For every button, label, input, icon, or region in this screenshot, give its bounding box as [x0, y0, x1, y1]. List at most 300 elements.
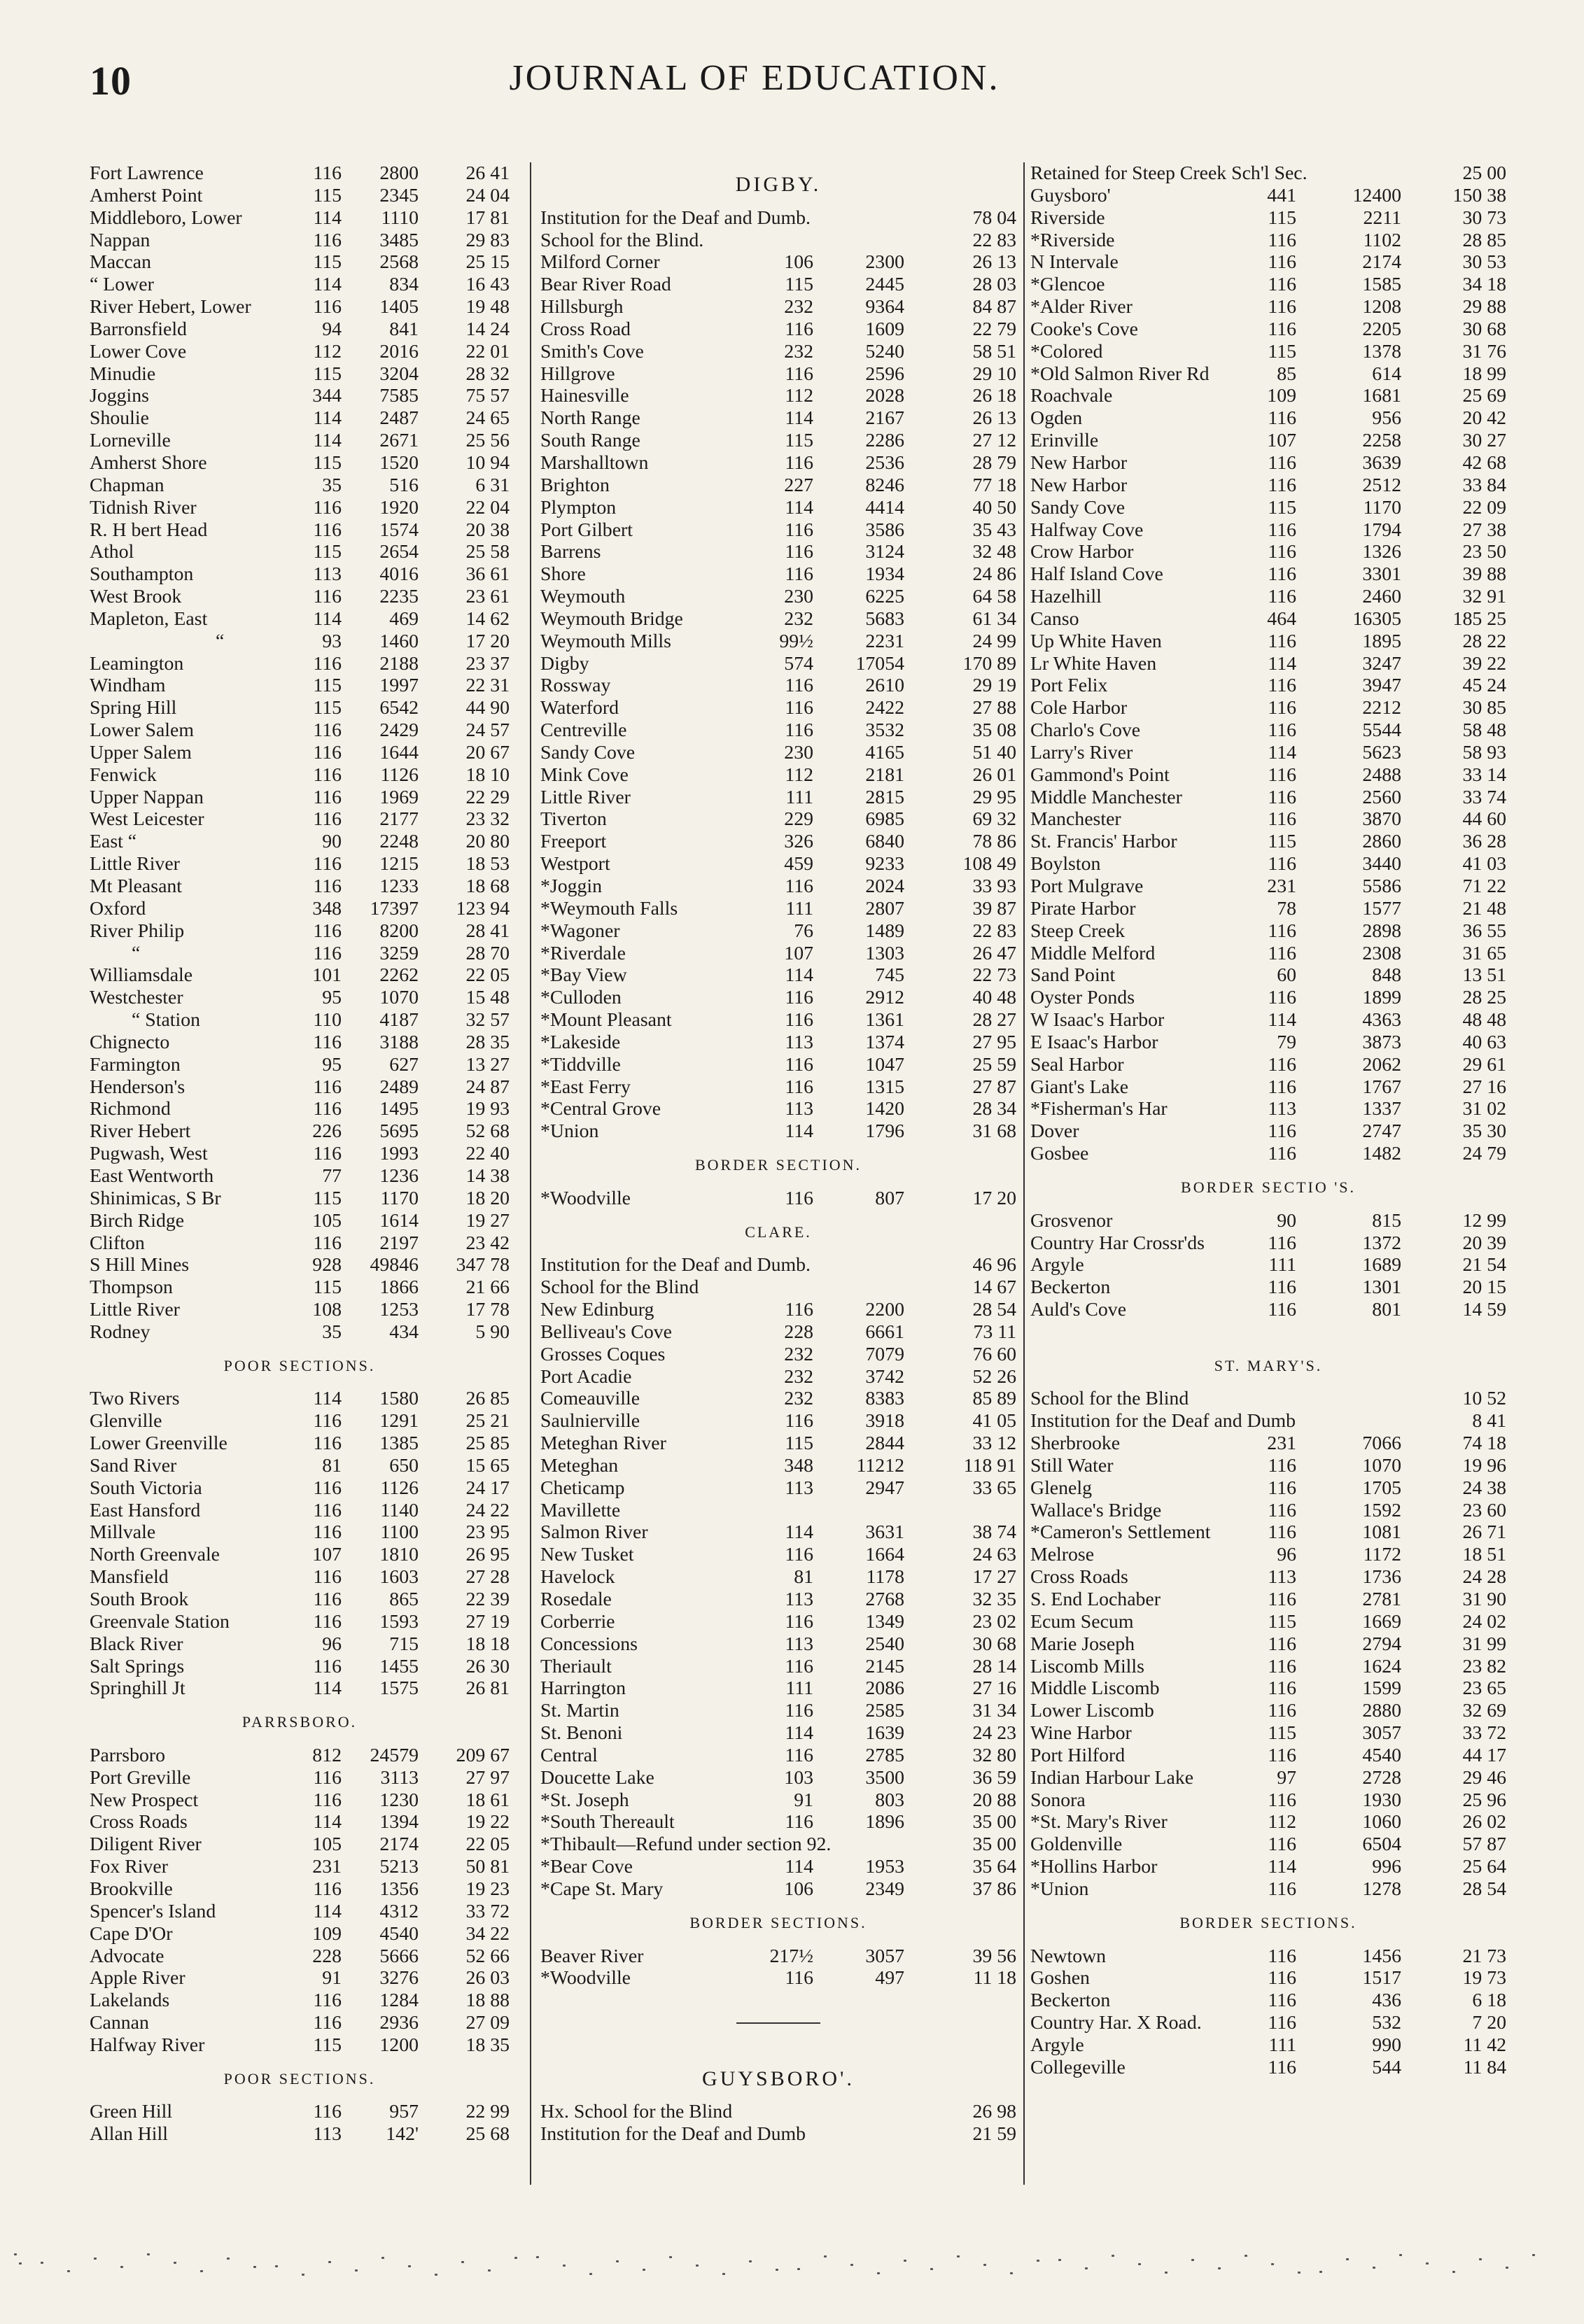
school-section-name: Salmon River — [540, 1521, 648, 1544]
pupils-value: 116 — [1268, 763, 1296, 786]
school-section-name: Collegeville — [1030, 2056, 1126, 2078]
pupils-value: 116 — [313, 1410, 342, 1432]
table-row — [1030, 675, 1506, 697]
days-attendance-value: 3124 — [865, 541, 904, 563]
table-row — [540, 1344, 1016, 1366]
pupils-value: 116 — [1268, 942, 1296, 964]
grant-amount-value: 58 93 — [1462, 741, 1506, 763]
table-row — [1030, 1210, 1506, 1232]
table-row — [1030, 497, 1506, 519]
pupils-value: 114 — [1268, 1856, 1296, 1878]
days-attendance-value: 3057 — [1362, 1722, 1401, 1745]
pupils-value: 116 — [313, 2101, 342, 2123]
pupils-value: 113 — [785, 1031, 813, 1053]
table-row — [540, 1611, 1016, 1633]
grant-amount-value: 74 18 — [1462, 1432, 1506, 1455]
grant-amount-value: 33 14 — [1462, 763, 1506, 786]
grant-amount-value: 18 10 — [465, 763, 510, 786]
grant-amount-value: 21 59 — [972, 2123, 1016, 2146]
days-attendance-value: 2174 — [379, 1833, 419, 1856]
days-attendance-value: 1253 — [379, 1299, 419, 1321]
pupils-value: 116 — [313, 875, 342, 897]
table-row — [1030, 1477, 1506, 1500]
days-attendance-value: 4540 — [379, 1922, 419, 1945]
days-attendance-value: 1495 — [379, 1098, 419, 1120]
grant-amount-value: 23 60 — [1462, 1499, 1506, 1521]
table-row — [1030, 2012, 1506, 2034]
table-row — [90, 1544, 510, 1566]
pupils-value: 116 — [1268, 1521, 1296, 1544]
days-attendance-value: 2936 — [379, 2012, 419, 2034]
table-row — [1030, 230, 1506, 252]
section-heading: GUYSBORO'. — [702, 2066, 855, 2090]
pupils-value: 116 — [785, 697, 813, 719]
school-section-name: Leamington — [90, 652, 184, 675]
table-row — [90, 1276, 510, 1299]
pupils-value: 464 — [1267, 607, 1296, 630]
pupils-value: 116 — [785, 719, 813, 742]
table-row — [1030, 1232, 1506, 1255]
days-attendance-value: 2349 — [865, 1878, 904, 1900]
days-attendance-value: 5623 — [1362, 741, 1401, 763]
table-row — [90, 831, 510, 853]
grant-amount-value: 23 82 — [1462, 1655, 1506, 1677]
school-section-name: Mt Pleasant — [90, 875, 183, 897]
table-row — [1030, 920, 1506, 943]
days-attendance-value: 3188 — [379, 1031, 419, 1053]
days-attendance-value: 1810 — [379, 1544, 419, 1566]
table-row — [90, 519, 510, 542]
table-row — [90, 1098, 510, 1120]
school-section-name: *Culloden — [540, 987, 622, 1009]
pupils-value: 116 — [785, 1744, 813, 1766]
table-row — [1030, 1833, 1506, 1856]
grant-amount-value: 44 17 — [1462, 1744, 1506, 1766]
pupils-value: 116 — [313, 1766, 342, 1789]
table-row — [1030, 1500, 1506, 1522]
table-row — [540, 251, 1016, 274]
days-attendance-value: 1200 — [379, 2034, 419, 2056]
grant-amount-value: 31 02 — [1462, 1098, 1506, 1120]
pupils-value: 231 — [1267, 1432, 1296, 1455]
pupils-value: 60 — [1277, 964, 1296, 987]
table-row — [1030, 1722, 1506, 1745]
pupils-value: 116 — [785, 362, 813, 385]
pupils-value: 116 — [1268, 1120, 1296, 1143]
grant-amount-value: 30 27 — [1462, 430, 1506, 452]
table-row — [540, 563, 1016, 586]
grant-amount-value: 27 16 — [1462, 1076, 1506, 1098]
pupils-value: 116 — [785, 451, 813, 474]
school-section-name: Mavillette — [540, 1499, 621, 1521]
pupils-value: 107 — [784, 942, 813, 964]
table-row — [1030, 1990, 1506, 2012]
grant-amount-value: 28 85 — [1462, 229, 1506, 251]
pupils-value: 111 — [785, 897, 813, 920]
table-row — [1030, 964, 1506, 987]
column-left — [90, 162, 510, 2146]
table-row — [1030, 787, 1506, 809]
pupils-value: 116 — [313, 1610, 342, 1633]
days-attendance-value: 2536 — [865, 451, 904, 474]
grant-amount-value: 23 50 — [1462, 541, 1506, 563]
grant-amount-value: 35 64 — [972, 1856, 1016, 1878]
school-section-name: Little River — [540, 786, 631, 808]
pupils-value: 112 — [785, 763, 813, 786]
school-section-name: Port Acadie — [540, 1365, 632, 1388]
grant-amount-value: 46 96 — [972, 1254, 1016, 1276]
school-section-name: Liscomb Mills — [1030, 1655, 1144, 1677]
days-attendance-value: 6840 — [865, 831, 904, 853]
days-attendance-value: 9233 — [865, 853, 904, 875]
grant-amount-value: 25 59 — [972, 1053, 1016, 1076]
days-attendance-value: 1356 — [379, 1878, 419, 1900]
school-section-name: St. Francis' Harbor — [1030, 831, 1177, 853]
grant-amount-value: 29 19 — [972, 675, 1016, 697]
school-section-name: Rosedale — [540, 1589, 612, 1610]
pupils-value: 115 — [313, 362, 342, 385]
table-row — [90, 341, 510, 363]
pupils-value: 116 — [785, 1299, 813, 1321]
table-row — [540, 1410, 1016, 1432]
grant-amount-value: 17 27 — [972, 1566, 1016, 1589]
table-row — [90, 2123, 510, 2146]
days-attendance-value: 2654 — [379, 541, 419, 563]
pupils-value: 115 — [313, 675, 342, 697]
table-row — [1030, 943, 1506, 965]
grant-amount-value: 27 97 — [465, 1766, 510, 1789]
table-row — [90, 407, 510, 430]
days-attendance-value: 2815 — [865, 786, 904, 808]
days-attendance-value: 1394 — [379, 1811, 419, 1833]
school-section-name: Port Hilford — [1030, 1744, 1126, 1766]
table-row — [540, 1455, 1016, 1477]
column-divider — [530, 162, 531, 2185]
table-row — [1030, 653, 1506, 675]
school-section-name: Port Gilbert — [540, 519, 633, 541]
days-attendance-value: 1624 — [1362, 1655, 1401, 1677]
pupils-value: 113 — [1268, 1098, 1296, 1120]
days-attendance-value: 1372 — [1362, 1232, 1401, 1254]
days-attendance-value: 2188 — [379, 652, 419, 675]
pupils-value: 115 — [1268, 1722, 1296, 1745]
school-section-name: *Woodville — [540, 1967, 631, 1990]
table-row — [90, 2101, 510, 2123]
school-section-name: Sand Point — [1030, 964, 1116, 987]
table-row — [540, 274, 1016, 296]
school-section-name: Rodney — [90, 1321, 150, 1343]
school-section-name: *Hollins Harbor — [1030, 1856, 1158, 1878]
section-heading: POOR SECTIONS. — [223, 1356, 376, 1374]
pupils-value: 116 — [785, 675, 813, 697]
grant-amount-value: 33 65 — [972, 1477, 1016, 1499]
pupils-value: 93 — [322, 630, 342, 652]
table-row — [540, 1388, 1016, 1410]
grant-amount-value: 26 01 — [972, 763, 1016, 786]
school-section-name: Beaver River — [540, 1945, 644, 1967]
pupils-value: 114 — [785, 1521, 813, 1544]
grant-amount-value: 28 54 — [972, 1299, 1016, 1321]
pupils-value: 116 — [1268, 519, 1296, 541]
section-heading: POOR SECTIONS. — [223, 2069, 376, 2087]
grant-amount-value: 35 30 — [1462, 1120, 1506, 1143]
grant-amount-value: 19 27 — [465, 1209, 510, 1232]
days-attendance-value: 1517 — [1362, 1967, 1401, 1990]
pupils-value: 116 — [1268, 697, 1296, 719]
speck — [1058, 2259, 1061, 2261]
table-row — [90, 1054, 510, 1076]
pupils-value: 116 — [785, 987, 813, 1009]
table-row — [540, 2101, 1016, 2123]
days-attendance-value: 3870 — [1362, 808, 1401, 831]
days-attendance-value: 1489 — [865, 920, 904, 942]
table-row — [540, 586, 1016, 608]
days-attendance-value: 544 — [1372, 2056, 1401, 2078]
days-attendance-value: 434 — [389, 1321, 419, 1343]
pupils-value: 114 — [785, 964, 813, 987]
grant-amount-value: 51 40 — [972, 741, 1016, 763]
table-row — [540, 1656, 1016, 1678]
grant-amount-value: 29 88 — [1462, 296, 1506, 318]
table-row — [90, 608, 510, 631]
grant-amount-value: 22 83 — [972, 229, 1016, 251]
grant-amount-value: 84 87 — [972, 296, 1016, 318]
pupils-value: 116 — [1268, 1677, 1296, 1700]
grant-amount-value: 18 68 — [465, 875, 510, 897]
school-section-name: *Riverside — [1030, 229, 1115, 251]
table-row — [540, 1254, 1016, 1276]
table-row — [90, 1677, 510, 1700]
pupils-value: 103 — [784, 1766, 813, 1789]
table-row — [90, 1500, 510, 1522]
days-attendance-value: 1420 — [865, 1098, 904, 1120]
days-attendance-value: 11212 — [856, 1454, 904, 1477]
table-row — [90, 207, 510, 230]
school-section-name: Giant's Lake — [1030, 1076, 1129, 1098]
school-section-name: Comeauville — [540, 1388, 640, 1410]
pupils-value: 115 — [785, 1432, 813, 1455]
speck — [253, 2266, 256, 2268]
school-section-name: St. Benoni — [540, 1722, 623, 1745]
days-attendance-value: 2197 — [379, 1232, 419, 1254]
school-section-name: Indian Harbour Lake — [1030, 1766, 1194, 1789]
speck — [669, 2256, 672, 2258]
days-attendance-value: 2028 — [865, 385, 904, 407]
school-section-name: *Tiddville — [540, 1053, 621, 1076]
table-row — [90, 920, 510, 943]
speck — [488, 2269, 491, 2272]
grant-amount-value: 14 62 — [465, 607, 510, 630]
school-section-name: School for the Blind — [1030, 1388, 1189, 1410]
grant-amount-value: 32 91 — [1462, 586, 1506, 608]
days-attendance-value: 2258 — [1362, 430, 1401, 452]
school-section-name: Oyster Ponds — [1030, 987, 1135, 1009]
school-section-name: *St. Mary's River — [1030, 1811, 1168, 1833]
school-section-name: *Central Grove — [540, 1098, 661, 1120]
days-attendance-value: 2568 — [379, 251, 419, 274]
table-row — [1030, 1276, 1506, 1299]
days-attendance-value: 1236 — [379, 1164, 419, 1187]
column-divider — [1023, 162, 1025, 2185]
pupils-value: 116 — [313, 1143, 342, 1165]
school-section-name: Parrsboro — [90, 1744, 166, 1766]
days-attendance-value: 1208 — [1362, 296, 1401, 318]
pupils-value: 115 — [313, 1276, 342, 1299]
table-row — [90, 563, 510, 586]
school-section-name: *Weymouth Falls — [540, 897, 678, 920]
table-row — [1030, 519, 1506, 542]
school-section-name: Little River — [90, 853, 180, 875]
days-attendance-value: 3276 — [379, 1967, 419, 1990]
school-section-name: Minudie — [90, 362, 156, 385]
grant-amount-value: 23 61 — [465, 586, 510, 608]
school-section-name: Middle Liscomb — [1030, 1677, 1160, 1700]
table-row — [540, 1120, 1016, 1143]
table-row — [90, 1009, 510, 1031]
school-section-name: Hillsburgh — [540, 296, 624, 318]
grant-amount-value: 26 18 — [972, 385, 1016, 407]
school-section-name: Cross Roads — [90, 1811, 188, 1833]
pupils-value: 116 — [785, 563, 813, 586]
grant-amount-value: 36 28 — [1462, 831, 1506, 853]
grant-amount-value: 10 52 — [1462, 1388, 1506, 1410]
pupils-value: 116 — [313, 1990, 342, 2012]
days-attendance-value: 2248 — [379, 831, 419, 853]
table-row — [1030, 385, 1506, 407]
school-section-name: Institution for the Deaf and Dumb. — [540, 1254, 811, 1276]
days-attendance-value: 12400 — [1352, 184, 1401, 206]
grant-amount-value: 13 51 — [1462, 964, 1506, 987]
days-attendance-value: 1609 — [865, 318, 904, 340]
grant-amount-value: 18 53 — [465, 853, 510, 875]
pupils-value: 85 — [1277, 362, 1296, 385]
table-row — [90, 251, 510, 274]
days-attendance-value: 1301 — [1362, 1276, 1401, 1299]
table-row — [1030, 1388, 1506, 1410]
table-row — [540, 631, 1016, 653]
grant-amount-value: 52 66 — [465, 1945, 510, 1967]
school-section-name: River Hebert, Lower — [90, 296, 251, 318]
grant-amount-value: 28 27 — [972, 1009, 1016, 1031]
days-attendance-value: 5240 — [865, 340, 904, 362]
table-row — [1030, 1656, 1506, 1678]
school-section-name: Mapleton, East — [90, 607, 208, 630]
days-attendance-value: 1580 — [379, 1388, 419, 1410]
school-section-name: Salt Springs — [90, 1655, 185, 1677]
school-section-name: Grosses Coques — [540, 1343, 666, 1365]
grant-amount-value: 27 88 — [972, 697, 1016, 719]
days-attendance-value: 627 — [389, 1053, 419, 1076]
grant-amount-value: 18 20 — [465, 1187, 510, 1209]
table-row — [540, 697, 1016, 719]
table-row — [90, 631, 510, 653]
speck — [381, 2257, 384, 2259]
table-row — [90, 1521, 510, 1544]
pupils-value: 111 — [785, 1677, 813, 1700]
days-attendance-value: 2585 — [865, 1700, 904, 1722]
table-row — [90, 1232, 510, 1255]
speck — [1346, 2258, 1349, 2260]
school-section-name: “ — [132, 942, 141, 964]
days-attendance-value: 1520 — [379, 451, 419, 474]
grant-amount-value: 69 32 — [972, 808, 1016, 831]
table-row — [90, 230, 510, 252]
table-row — [1030, 2057, 1506, 2079]
pupils-value: 116 — [313, 808, 342, 831]
grant-amount-value: 31 76 — [1462, 340, 1506, 362]
pupils-value: 115 — [1268, 496, 1296, 519]
grant-amount-value: 31 99 — [1462, 1633, 1506, 1655]
grant-amount-value: 26 02 — [1462, 1811, 1506, 1833]
grant-amount-value: 16 43 — [465, 274, 510, 296]
days-attendance-value: 6225 — [865, 586, 904, 608]
pupils-value: 113 — [785, 1098, 813, 1120]
days-attendance-value: 2794 — [1362, 1633, 1401, 1655]
table-row — [90, 385, 510, 407]
pupils-value: 116 — [313, 162, 342, 184]
days-attendance-value: 2844 — [865, 1432, 904, 1455]
pupils-value: 459 — [784, 853, 813, 875]
table-row — [90, 1767, 510, 1789]
speck — [824, 2255, 827, 2258]
school-section-name: Oxford — [90, 897, 146, 920]
days-attendance-value: 1953 — [865, 1856, 904, 1878]
pupils-value: 105 — [312, 1209, 342, 1232]
grant-amount-value: 14 38 — [465, 1164, 510, 1187]
pupils-value: 97 — [1277, 1766, 1296, 1789]
table-row — [90, 1299, 510, 1321]
grant-amount-value: 32 57 — [465, 1009, 510, 1031]
pupils-value: 116 — [313, 741, 342, 763]
pupils-value: 109 — [312, 1922, 342, 1945]
school-section-name: South Range — [540, 430, 640, 452]
table-row — [90, 1165, 510, 1188]
school-section-name: Dover — [1030, 1120, 1079, 1143]
table-row — [90, 1789, 510, 1812]
grant-amount-value: 18 61 — [465, 1789, 510, 1811]
pupils-value: 113 — [785, 1633, 813, 1655]
days-attendance-value: 7585 — [379, 385, 419, 407]
pupils-value: 96 — [322, 1633, 342, 1655]
days-attendance-value: 1170 — [1363, 496, 1401, 519]
pupils-value: 114 — [785, 496, 813, 519]
section-heading: BORDER SECTIONS. — [689, 1913, 867, 1931]
table-row — [1030, 541, 1506, 563]
pupils-value: 232 — [784, 340, 813, 362]
days-attendance-value: 957 — [389, 2101, 419, 2123]
days-attendance-value: 803 — [875, 1789, 904, 1811]
table-row — [1030, 1745, 1506, 1767]
table-row — [90, 1566, 510, 1589]
days-attendance-value: 2212 — [1362, 697, 1401, 719]
school-section-name: Upper Salem — [90, 741, 192, 763]
grant-amount-value: 48 48 — [1462, 1009, 1506, 1031]
school-section-name: Guysboro' — [1030, 184, 1111, 206]
pupils-value: 78 — [1277, 897, 1296, 920]
school-section-name: *Colored — [1030, 340, 1103, 362]
grant-amount-value: 12 99 — [1462, 1209, 1506, 1232]
school-section-name: Roachvale — [1030, 385, 1113, 407]
pupils-value: 106 — [784, 1878, 813, 1900]
speck — [120, 2266, 123, 2268]
days-attendance-value: 1644 — [379, 741, 419, 763]
days-attendance-value: 24579 — [370, 1744, 419, 1766]
grant-amount-value: 17 20 — [465, 630, 510, 652]
speck — [1506, 2267, 1508, 2269]
days-attendance-value: 1796 — [865, 1120, 904, 1143]
pupils-value: 114 — [313, 607, 342, 630]
days-attendance-value: 469 — [389, 607, 419, 630]
